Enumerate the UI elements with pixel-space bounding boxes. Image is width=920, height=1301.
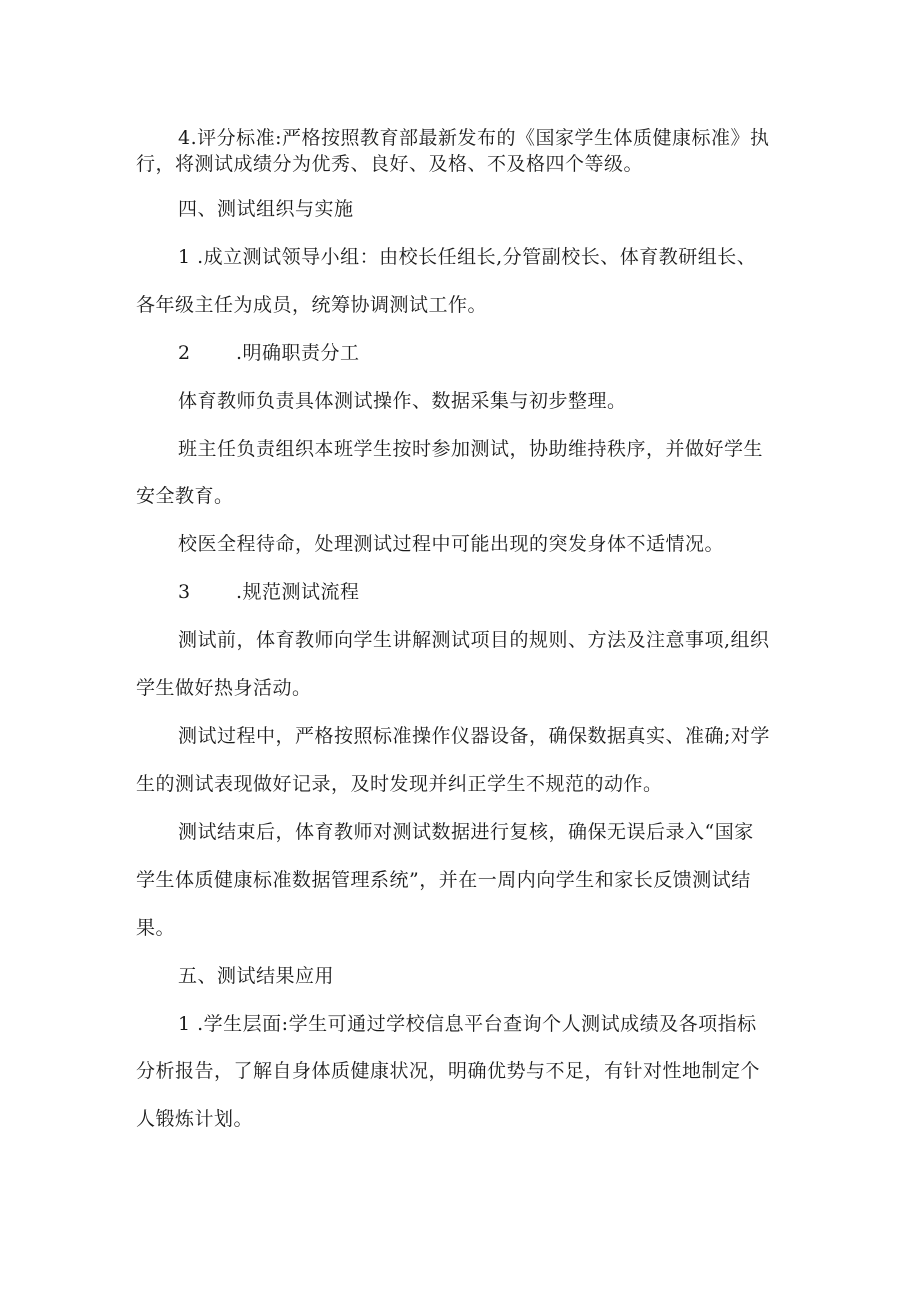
item-number: 2 <box>178 342 191 364</box>
subheading-text: .规范测试流程 <box>236 581 360 603</box>
paragraph-line: 测试结束后，体育教师对测试数据进行复核，确保无误后录入“国家 <box>178 821 754 843</box>
paragraph-line: 生的测试表现做好记录，及时发现并纠正学生不规范的动作。 <box>136 773 663 795</box>
subheading-text: .明确职责分工 <box>236 342 360 364</box>
paragraph-line: 班主任负责组织本班学生按时参加测试，协助维持秩序，并做好学生 <box>178 438 764 460</box>
paragraph-line: 测试前，体育教师向学生讲解测试项目的规则、方法及注意事项,组织 <box>178 629 770 651</box>
paragraph-line: 人锻炼计划。 <box>136 1108 254 1130</box>
subheading-line <box>178 329 838 377</box>
paragraph-line: 1 .成立测试领导小组：由校长任组长,分管副校长、体育教研组长、 <box>178 246 757 268</box>
item-number: 3 <box>178 581 191 603</box>
paragraph-line: 4.评分标准:严格按照教育部最新发布的《国家学生体质健康标准》执 <box>178 127 770 149</box>
section-heading: 四、测试组织与实施 <box>178 198 354 220</box>
paragraph-line: 各年级主任为成员，统筹协调测试工作。 <box>136 294 488 316</box>
subheading-line <box>178 568 838 616</box>
section-heading: 五、测试结果应用 <box>178 965 335 987</box>
paragraph-line: 安全教育。 <box>136 485 234 507</box>
paragraph-line: 测试过程中，严格按照标准操作仪器设备，确保数据真实、准确;对学 <box>178 725 770 747</box>
paragraph-line: 校医全程待命，处理测试过程中可能出现的突发身体不适情况。 <box>178 533 725 555</box>
paragraph-line: 1 .学生层面:学生可通过学校信息平台查询个人测试成绩及各项指标 <box>178 1013 757 1035</box>
paragraph-line: 体育教师负责具体测试操作、数据采集与初步整理。 <box>178 390 627 412</box>
paragraph-line: 分析报告，了解自身体质健康状况，明确优势与不足，有针对性地制定个 <box>136 1060 761 1082</box>
paragraph-line: 学生体质健康标准数据管理系统”，并在一周内向学生和家长反馈测试结 <box>136 869 751 891</box>
paragraph-line: 果。 <box>136 917 176 939</box>
paragraph-line: 学生做好热身活动。 <box>136 677 312 699</box>
paragraph-line: 行，将测试成绩分为优秀、良好、及格、不及格四个等级。 <box>136 153 644 175</box>
